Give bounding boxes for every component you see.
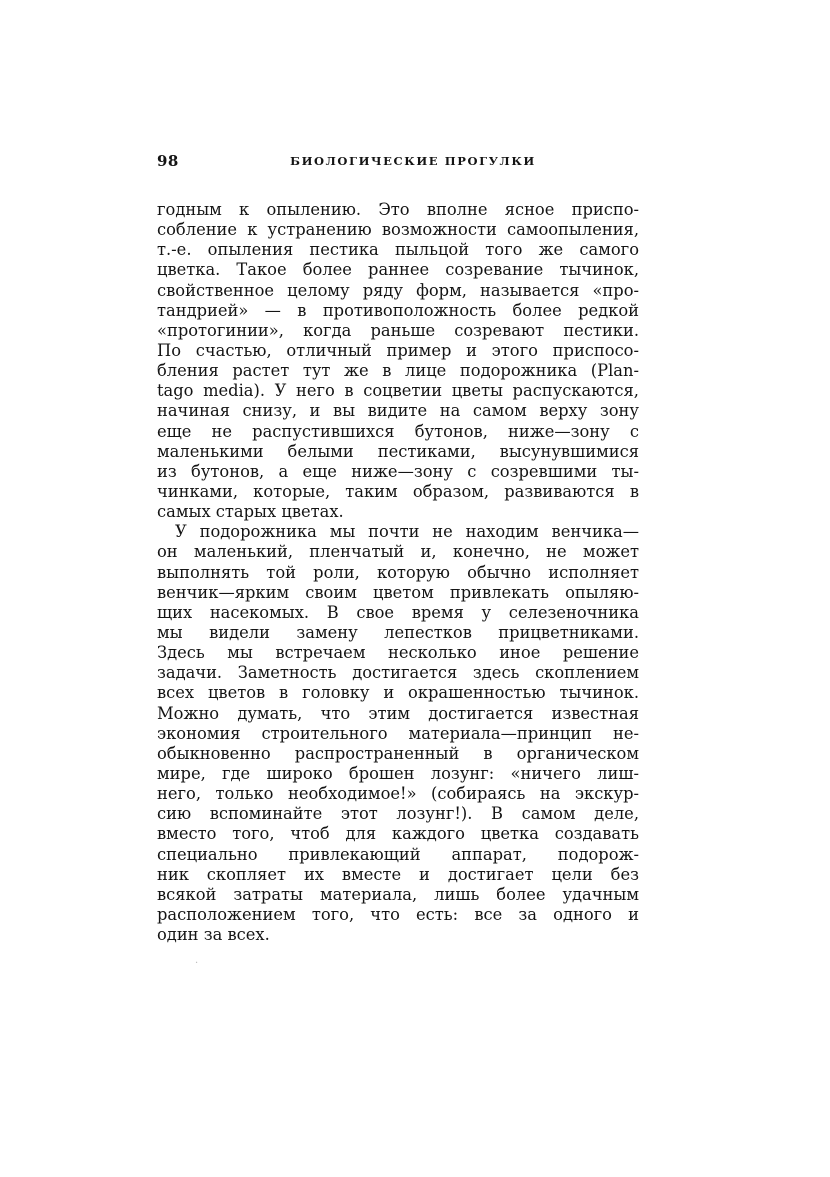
text-line: один за всех.: [157, 925, 270, 945]
text-line: расположением того, что есть: все за одного и: [157, 904, 639, 924]
text-line: Можно думать, что этим достигается известная: [157, 703, 639, 723]
body-text: [157, 200, 639, 945]
text-line: него, только необходимое!» (собираясь на экскур-: [157, 784, 639, 804]
text-line: всякой затраты материала, лишь более удачным: [157, 884, 639, 904]
text-line: самых старых цветах.: [157, 502, 344, 522]
text-line: задачи. Заметность достигается здесь скоплением: [157, 663, 639, 683]
text-line: еще не распустившихся бутонов, ниже—зону с: [157, 421, 639, 441]
text-line: цветка. Такое более раннее созревание тычинок,: [157, 260, 639, 280]
text-line: начиная снизу, и вы видите на самом верху зону: [157, 401, 639, 421]
text-line: мире, где широко брошен лозунг: «ничего лиш-: [157, 763, 639, 783]
text-line: венчик—ярким своим цветом привлекать опыляю-: [157, 582, 639, 602]
print-speck: ·: [195, 958, 199, 969]
text-line: tago media). У него в соцветии цветы распускаются,: [157, 381, 639, 401]
text-line: мы видели замену лепестков прицветниками.: [157, 622, 639, 642]
text-line: из бутонов, а еще ниже—зону с созревшими ты-: [157, 461, 639, 481]
text-line: всех цветов в головку и окрашенностью тычинок.: [157, 683, 639, 703]
page-header: [157, 152, 637, 174]
text-line: вместо того, чтоб для каждого цветка создавать: [157, 824, 639, 844]
text-line: чинками, которые, таким образом, развиваются в: [157, 481, 639, 501]
text-line: т.-е. опыления пестика пыльцой того же самого: [157, 240, 639, 260]
text-line: маленькими белыми пестиками, высунувшимися: [157, 441, 639, 461]
text-line: ник скопляет их вместе и достигает цели без: [157, 864, 639, 884]
text-line: он маленький, пленчатый и, конечно, не может: [157, 542, 639, 562]
text-line: бления растет тут же в лице подорожника (Plan-: [157, 361, 639, 381]
text-line: свойственное целому ряду форм, называется «про-: [157, 280, 639, 300]
paragraph: [157, 522, 639, 945]
text-line: экономия строительного материала—принцип не-: [157, 723, 639, 743]
text-line: У подорожника мы почти не находим венчика—: [175, 522, 639, 542]
paragraph: [157, 200, 639, 522]
text-line: «протогинии», когда раньше созревают пестики.: [157, 320, 639, 340]
text-line: Здесь мы встречаем несколько иное решение: [157, 643, 639, 663]
text-line: обыкновенно распространенный в органическом: [157, 743, 639, 763]
text-line: специально привлекающий аппарат, подорож-: [157, 844, 639, 864]
text-line: годным к опылению. Это вполне ясное приспо-: [157, 200, 639, 219]
text-line: собление к устранению возможности самоопыления,: [157, 220, 639, 240]
running-head: БИОЛОГИЧЕСКИЕ ПРОГУЛКИ: [290, 154, 536, 168]
text-line: тандрией» — в противоположность более редкой: [157, 300, 639, 320]
text-line: сию вспоминайте этот лозунг!). В самом деле,: [157, 804, 639, 824]
text-line: По счастью, отличный пример и этого приспосо-: [157, 340, 639, 360]
text-line: выполнять той роли, которую обычно исполняет: [157, 562, 639, 582]
text-line: щих насекомых. В свое время у селезеночника: [157, 602, 639, 622]
page-number: 98: [157, 152, 179, 170]
